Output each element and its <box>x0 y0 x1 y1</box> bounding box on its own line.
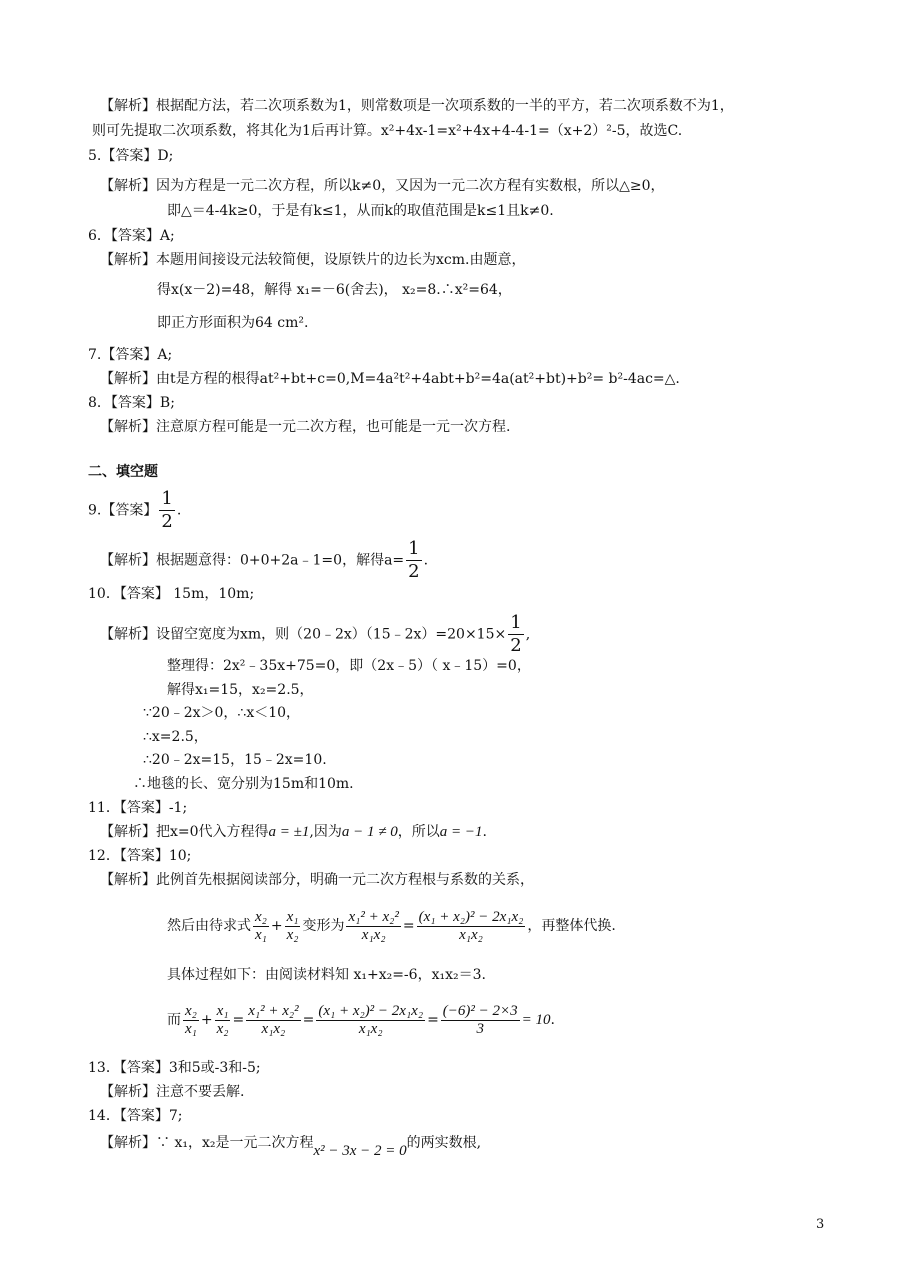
analysis-10-step: ∴x=2.5， <box>143 729 208 745</box>
analysis-14: 【解析】∵ x₁，x₂是一元二次方程x² − 3x − 2 = 0的两实数根, <box>100 1135 482 1159</box>
analysis-10-step: ∵20﹣2x＞0，∴x＜10， <box>143 705 301 721</box>
fraction: $\frac{\text{x₂}}{\text{x₁}}$ <box>185 1002 197 1037</box>
answer-5: 5.【答案】D; <box>88 148 174 164</box>
fraction: $\frac{\text{(x₁ + x₂)² − 2x₁x₂}}{\text{x₁x₂}}$ <box>418 908 524 943</box>
fraction: $\frac{\text{(−6)² − 2×3}}{3}$ <box>442 1002 518 1037</box>
fraction: $\frac{\text{(x₁ + x₂)² − 2x₁x₂}}{\text{x₁x₂}}$ <box>318 1002 424 1037</box>
analysis-10: 【解析】设留空宽度为xm，则（20﹣2x）（15﹣2x）=20×15× $\frac{1}{2}$ , <box>100 612 531 656</box>
fraction: $\frac{\text{x₁}}{\text{x₂}}$ <box>286 908 299 943</box>
analysis-13: 【解析】注意不要丢解. <box>100 1084 245 1100</box>
analysis-line: 则可先提取二次项系数，将其化为1后再计算。x²+4x-1=x²+4x+4-4-1=（x+2）²-5，故选C. <box>92 123 683 139</box>
fraction: $\frac{1}{2}$ <box>161 488 173 532</box>
analysis-10-step: 整理得：2x²﹣35x+75=0，即（2x﹣5）（ x﹣15）=0， <box>167 658 531 674</box>
answer-12: 12．【答案】10; <box>88 848 192 864</box>
math-expression: x² − 3x − 2 = 0 <box>313 1143 407 1159</box>
analysis-12-transform: 然后由待求式 $\frac{\text{x₂}}{\text{x₁}}$ + $\frac{\text{x₁}}{\text{x₂}}$ 变形为 $\frac{\text{x₁² + x₂²}}{\text{x₁x₂}}$ = $\frac{\text{(x₁ + x₂)² − 2x₁x₂}}{\text{x₁x₂}}$ ，再整体代换. <box>167 908 616 943</box>
math-expression: a − 1 ≠ 0 <box>341 824 398 840</box>
answer-8: 8．【答案】B; <box>88 395 175 411</box>
analysis-12: 【解析】此例首先根据阅读部分，明确一元二次方程根与系数的关系， <box>100 872 534 888</box>
answer-13: 13．【答案】3和5或-3和-5; <box>88 1060 261 1076</box>
fraction: $\frac{\text{x₁}}{\text{x₂}}$ <box>216 1002 229 1037</box>
answer-14: 14．【答案】7; <box>88 1108 183 1124</box>
math-expression: a = ±1 <box>268 824 310 840</box>
analysis-6-step: 得x(x－2)=48，解得 x₁=－6(舍去)， x₂=8.∴x²=64， <box>157 282 512 298</box>
analysis-10-step: 解得x₁=15，x₂=2.5， <box>167 682 314 698</box>
fraction: $\frac{1}{2}$ <box>510 612 522 656</box>
page-number: 3 <box>816 1217 825 1232</box>
analysis-7: 【解析】由t是方程的根得at²+bt+c=0,M=4a²t²+4abt+b²=4a(at²+bt)+b²= b²-4ac=△. <box>100 371 680 387</box>
analysis-12-material: 具体过程如下：由阅读材料知 x₁+x₂=-6，x₁x₂＝3. <box>167 967 486 983</box>
fraction: $\frac{\text{x₁² + x₂²}}{\text{x₁x₂}}$ <box>248 1002 299 1037</box>
analysis-9: 【解析】根据题意得：0+0+2a﹣1=0，解得a= $\frac{1}{2}$ . <box>100 538 429 582</box>
fraction: $\frac{1}{2}$ <box>408 538 420 582</box>
analysis-5: 【解析】因为方程是一元二次方程，所以k≠0，又因为一元二次方程有实数根，所以△≥0， <box>100 178 665 194</box>
answer-11: 11．【答案】-1; <box>88 800 188 816</box>
answer-9: 9.【答案】 $\frac{1}{2}$ . <box>88 488 182 532</box>
analysis-10-conclusion: ∴地毯的长、宽分别为15m和10m. <box>133 776 354 792</box>
section-title: 二、填空题 <box>88 464 158 480</box>
analysis-line: 【解析】根据配方法，若二次项系数为1，则常数项是一次项系数的一半的平方，若二次项系数不为1， <box>100 98 734 114</box>
analysis-8: 【解析】注意原方程可能是一元二次方程，也可能是一元一次方程. <box>100 419 511 435</box>
analysis-6: 【解析】本题用间接设元法较简便，设原铁片的边长为xcm.由题意， <box>100 252 526 268</box>
analysis-12-computation: 而 $\frac{\text{x₂}}{\text{x₁}}$ + $\frac{\text{x₁}}{\text{x₂}}$ = $\frac{\text{x₁² + x₂²}}{\text{x₁x₂}}$ = $\frac{\text{(x₁ + x₂)² − 2x₁x₂}}{\text{x₁x₂}}$ = $\frac{\text{(−6)² − 2×3}}{3}$ = 10. <box>167 1002 555 1037</box>
math-expression: a = −1 <box>439 824 483 840</box>
analysis-5-cont: 即△＝4-4k≥0，于是有k≤1，从而k的取值范围是k≤1且k≠0. <box>167 203 554 219</box>
analysis-10-step: ∴20﹣2x=15，15﹣2x=10. <box>143 752 327 768</box>
answer-6: 6．【答案】A; <box>88 228 175 244</box>
fraction: $\frac{\text{x₁² + x₂²}}{\text{x₁x₂}}$ <box>348 908 399 943</box>
fraction: $\frac{\text{x₂}}{\text{x₁}}$ <box>255 908 267 943</box>
analysis-11: 【解析】把x=0代入方程得a = ±1,因为a − 1 ≠ 0，所以a = −1. <box>100 824 487 840</box>
answer-10: 10．【答案】 15m，10m; <box>88 586 255 602</box>
analysis-6-result: 即正方形面积为64 cm². <box>157 315 309 331</box>
answer-7: 7.【答案】A; <box>88 347 173 363</box>
